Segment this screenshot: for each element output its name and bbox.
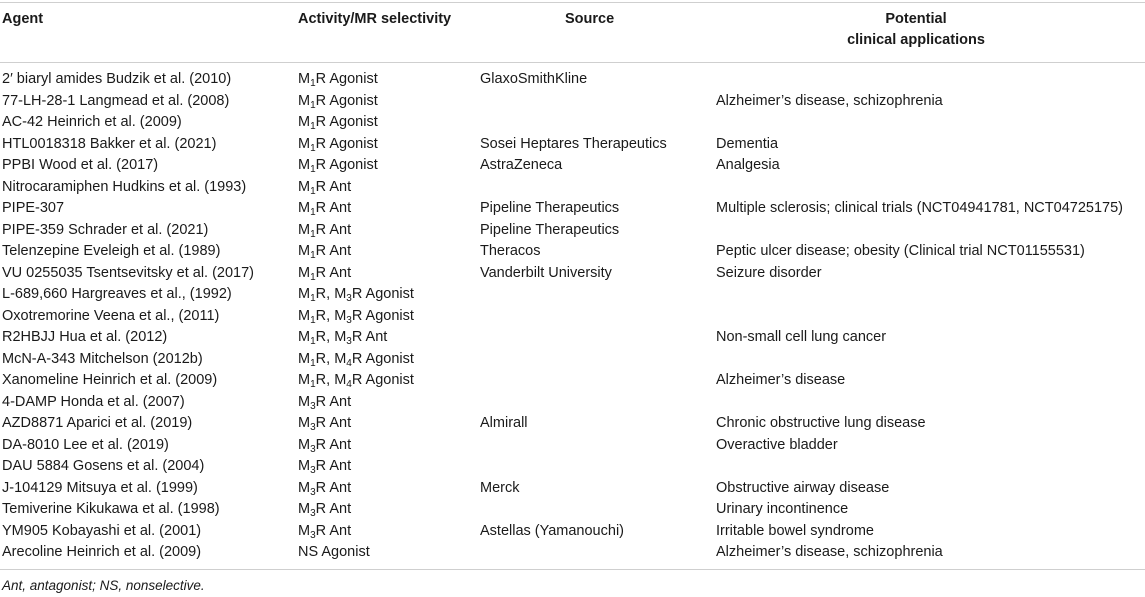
application-cell: Obstructive airway disease <box>716 479 890 496</box>
table-row <box>0 112 1145 134</box>
agent-cell: HTL0018318 Bakker et al. (2021) <box>2 135 217 152</box>
agent-cell: PPBI Wood et al. (2017) <box>2 157 159 173</box>
top-rule <box>0 2 1145 3</box>
source-cell: Merck <box>480 479 520 496</box>
table-row <box>0 349 1145 371</box>
source-cell: Pipeline Therapeutics <box>480 221 620 238</box>
table-row <box>0 198 1145 220</box>
source-cell: Vanderbilt University <box>480 264 612 281</box>
activity-cell: $M_3R$ Ant <box>298 522 352 541</box>
application-cell: Irritable bowel syndrome <box>716 522 874 539</box>
agent-cell: Xanomeline Heinrich et al. (2009) <box>2 372 218 388</box>
agent-cell: 2′ biaryl amides Budzik et al. (2010) <box>2 71 232 87</box>
table-row <box>0 392 1145 414</box>
activity-cell: $M_1R$, $M_4R$ Agonist <box>298 350 414 369</box>
table-row <box>0 499 1145 521</box>
activity-cell: $M_1R$ Ant <box>298 200 352 218</box>
header-applications-line2: clinical applications <box>847 32 985 48</box>
agent-cell: YM905 Kobayashi et al. (2001) <box>2 522 202 539</box>
agent-cell: L-689,660 Hargreaves et al., (1992) <box>2 286 232 302</box>
header-activity: Activity/MR selectivity <box>298 11 452 27</box>
activity-cell: $M_3R$ Ant <box>298 436 352 455</box>
source-cell: Sosei Heptares Therapeutics <box>480 135 667 152</box>
agent-cell: R2HBJJ Hua et al. (2012) <box>2 329 168 345</box>
activity-cell: $M_1R$, $M_3R$ Ant <box>298 329 388 347</box>
table-row <box>0 435 1145 457</box>
activity-cell: $M_3R$ Ant <box>298 458 352 476</box>
activity-cell: $M_3R$ Ant <box>298 501 352 519</box>
header-applications <box>836 9 996 51</box>
activity-cell: $M_1R$, $M_3R$ Agonist <box>298 307 414 326</box>
source-cell: Theracos <box>480 243 541 259</box>
activity-cell: $M_1R$ Agonist <box>298 135 378 154</box>
header-agent: Agent <box>2 11 44 27</box>
table-row <box>0 220 1145 242</box>
application-cell: Analgesia <box>716 157 780 173</box>
table-row <box>0 177 1145 199</box>
table-row <box>0 91 1145 113</box>
header-applications-line1: Potential <box>885 11 947 27</box>
source-cell: Almirall <box>480 415 528 431</box>
source-cell: Pipeline Therapeutics <box>480 200 620 216</box>
source-cell: AstraZeneca <box>480 157 563 173</box>
agent-cell: VU 0255035 Tsentsevitsky et al. (2017) <box>2 264 255 281</box>
agent-cell: PIPE-359 Schrader et al. (2021) <box>2 221 209 238</box>
header-rule <box>0 62 1145 63</box>
agent-cell: McN-A-343 Mitchelson (2012b) <box>2 350 203 367</box>
agent-cell: AZD8871 Aparici et al. (2019) <box>2 415 193 431</box>
activity-cell: $M_1R$ Agonist <box>298 92 378 111</box>
agent-cell: DAU 5884 Gosens et al. (2004) <box>2 458 205 474</box>
table-body <box>0 69 1145 564</box>
application-cell: Overactive bladder <box>716 436 838 453</box>
table-row <box>0 413 1145 435</box>
table-row <box>0 478 1145 500</box>
application-cell: Multiple sclerosis; clinical trials (NCT04941781, NCT04725175) <box>716 200 1123 216</box>
agent-cell: 4-DAMP Honda et al. (2007) <box>2 393 185 410</box>
table-row <box>0 284 1145 306</box>
activity-cell: $M_1R$ Agonist <box>298 157 378 175</box>
activity-cell: $M_1R$, $M_4R$ Agonist <box>298 372 414 390</box>
agent-cell: AC-42 Heinrich et al. (2009) <box>2 114 182 130</box>
application-cell: Alzheimer’s disease, schizophrenia <box>716 92 943 109</box>
source-cell: GlaxoSmithKline <box>480 71 588 87</box>
application-cell: Alzheimer’s disease <box>716 372 846 388</box>
activity-cell: $M_1R$ Ant <box>298 243 352 261</box>
source-cell: Astellas (Yamanouchi) <box>480 522 624 539</box>
agent-cell: Telenzepine Eveleigh et al. (1989) <box>2 243 221 259</box>
agent-cell: Temiverine Kikukawa et al. (1998) <box>2 501 220 517</box>
agent-cell: 77-LH-28-1 Langmead et al. (2008) <box>2 92 230 109</box>
application-cell: Chronic obstructive lung disease <box>716 415 926 431</box>
activity-cell: $M_1R$ Agonist <box>298 114 378 132</box>
activity-cell: $M_1R$ Ant <box>298 178 352 197</box>
activity-cell: $M_3R$ Ant <box>298 393 352 412</box>
table-row <box>0 241 1145 263</box>
table-row <box>0 456 1145 478</box>
activity-cell: $M_3R$ Ant <box>298 415 352 433</box>
table-row <box>0 542 1145 564</box>
application-cell: Alzheimer’s disease, schizophrenia <box>716 544 943 560</box>
table-row <box>0 521 1145 543</box>
agent-cell: PIPE-307 <box>2 200 65 216</box>
table-row <box>0 155 1145 177</box>
agent-cell: J-104129 Mitsuya et al. (1999) <box>2 479 198 496</box>
activity-cell: $M_1R$, $M_3R$ Agonist <box>298 286 414 304</box>
table-row <box>0 69 1145 91</box>
table-row <box>0 306 1145 328</box>
activity-cell: $M_1R$ Ant <box>298 221 352 240</box>
application-cell: Seizure disorder <box>716 264 822 281</box>
table-row <box>0 263 1145 285</box>
application-cell: Dementia <box>716 135 779 152</box>
activity-cell: NS Agonist <box>298 544 370 560</box>
activity-cell: $M_1R$ Agonist <box>298 71 378 89</box>
table-row <box>0 370 1145 392</box>
activity-cell: $M_3R$ Ant <box>298 479 352 498</box>
agent-cell: DA-8010 Lee et al. (2019) <box>2 436 169 453</box>
table-row <box>0 134 1145 156</box>
bottom-rule <box>0 569 1145 570</box>
table-footnote: Ant, antagonist; NS, nonselective. <box>2 578 205 593</box>
application-cell: Peptic ulcer disease; obesity (Clinical trial NCT01155531) <box>716 243 1085 259</box>
application-cell: Urinary incontinence <box>716 501 849 517</box>
application-cell: Non-small cell lung cancer <box>716 329 887 345</box>
agent-cell: Arecoline Heinrich et al. (2009) <box>2 544 202 560</box>
activity-cell: $M_1R$ Ant <box>298 264 352 283</box>
agent-cell: Oxotremorine Veena et al., (2011) <box>2 307 220 324</box>
table-row <box>0 327 1145 349</box>
agent-cell: Nitrocaramiphen Hudkins et al. (1993) <box>2 178 247 195</box>
header-source: Source <box>565 11 615 27</box>
